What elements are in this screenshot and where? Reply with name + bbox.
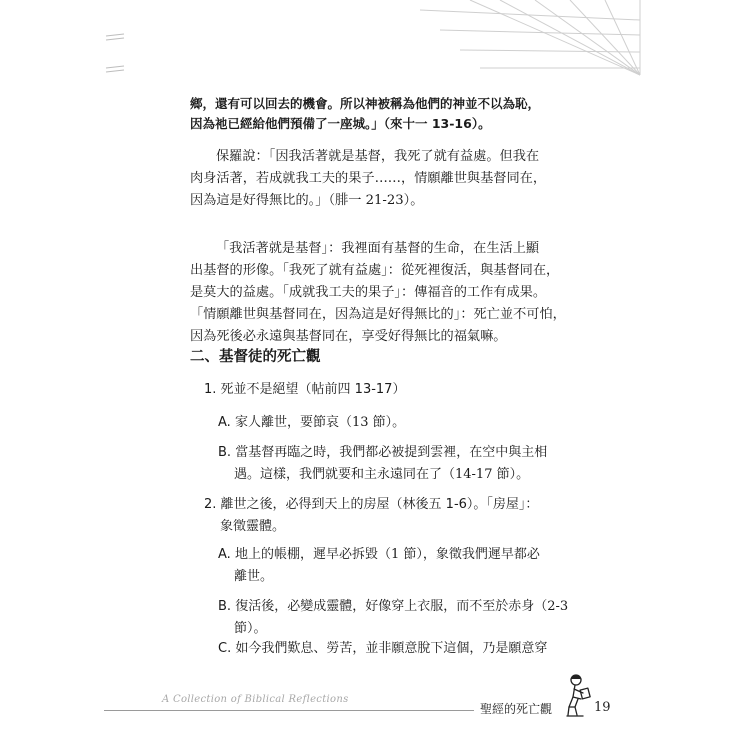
paragraph-line: 保羅說：「因我活著就是基督，我死了就有益處。但我在 (216, 149, 540, 164)
margin-tick-marks (104, 30, 128, 80)
quote-line: 因為祂已經給他們預備了一座城。」（來十一 13-16）。 (190, 116, 491, 131)
quote-line: 鄉，還有可以回去的機會。所以神被稱為他們的神並不以為恥， (190, 96, 541, 111)
sub-item-2b (218, 596, 568, 640)
person-reading-icon (561, 674, 595, 720)
sub-text: 家人離世，要節哀（13 節）。 (234, 415, 406, 430)
paragraph-line: 「我活著就是基督」：我裡面有基督的生命，在生活上顯 (216, 241, 540, 256)
sub-marker: C. (218, 641, 232, 656)
sub-text: 復活後，必變成靈體，好像穿上衣服，而不至於赤身（2-3 (235, 599, 569, 614)
item-line: 象徵靈體。 (220, 519, 286, 534)
sub-marker: B. (218, 445, 232, 460)
paragraph-line: 肉身活著，若成就我工夫的果子……，情願離世與基督同在， (190, 171, 547, 186)
sub-item-2c (218, 638, 547, 660)
sub-marker: A. (218, 415, 231, 430)
list-item-2 (204, 494, 538, 538)
sub-text: 當基督再臨之時，我們都必被提到雲裡，在空中與主相 (235, 445, 548, 460)
paragraph-line: 是莫大的益處。「成就我工夫的果子」：傳福音的工作有成果。 (190, 285, 547, 300)
explanation-paragraph (190, 238, 566, 348)
sub-item-1b (218, 442, 547, 486)
footer-series-title: A Collection of Biblical Reflections (162, 694, 349, 705)
sub-text: 節）。 (234, 621, 267, 636)
paragraph-line: 出基督的形像。「我死了就有益處」：從死裡復活，與基督同在， (190, 263, 560, 278)
sub-marker: B. (218, 599, 232, 614)
footer-book-title: 聖經的死亡觀 (480, 702, 553, 716)
section-heading: 二、基督徒的死亡觀 (190, 349, 321, 365)
sub-text: 離世。 (234, 569, 274, 584)
sub-text: 地上的帳棚，遲早必拆毀（1 節），象徵我們遲早都必 (234, 547, 540, 562)
paragraph-line: 因為死後必永遠與基督同在，享受好得無比的福氣嘛。 (190, 329, 507, 344)
page-number: 19 (594, 700, 611, 715)
sub-marker: A. (218, 547, 231, 562)
paragraph-line: 「情願離世與基督同在，因為這是好得無比的」：死亡並不可怕， (190, 307, 566, 322)
paragraph-line: 因為這是好得無比的。」（腓一 21-23）。 (190, 193, 424, 208)
item-line: 2. 離世之後，必得到天上的房屋（林後五 1-6）。「房屋」： (204, 497, 539, 512)
sub-text: 遇。這樣，我們就要和主永遠同在了（14-17 節）。 (234, 467, 530, 482)
sub-item-1a (218, 412, 405, 434)
paul-quote-paragraph (190, 146, 546, 212)
hebrews-quote (190, 94, 540, 134)
list-item-1: 1. 死並不是絕望（帖前四 13-17） (204, 382, 406, 397)
sub-text: 如今我們歎息、勞苦，並非願意脫下這個，乃是願意穿 (235, 641, 548, 656)
sub-item-2a (218, 544, 540, 588)
footer-rule (104, 710, 474, 711)
